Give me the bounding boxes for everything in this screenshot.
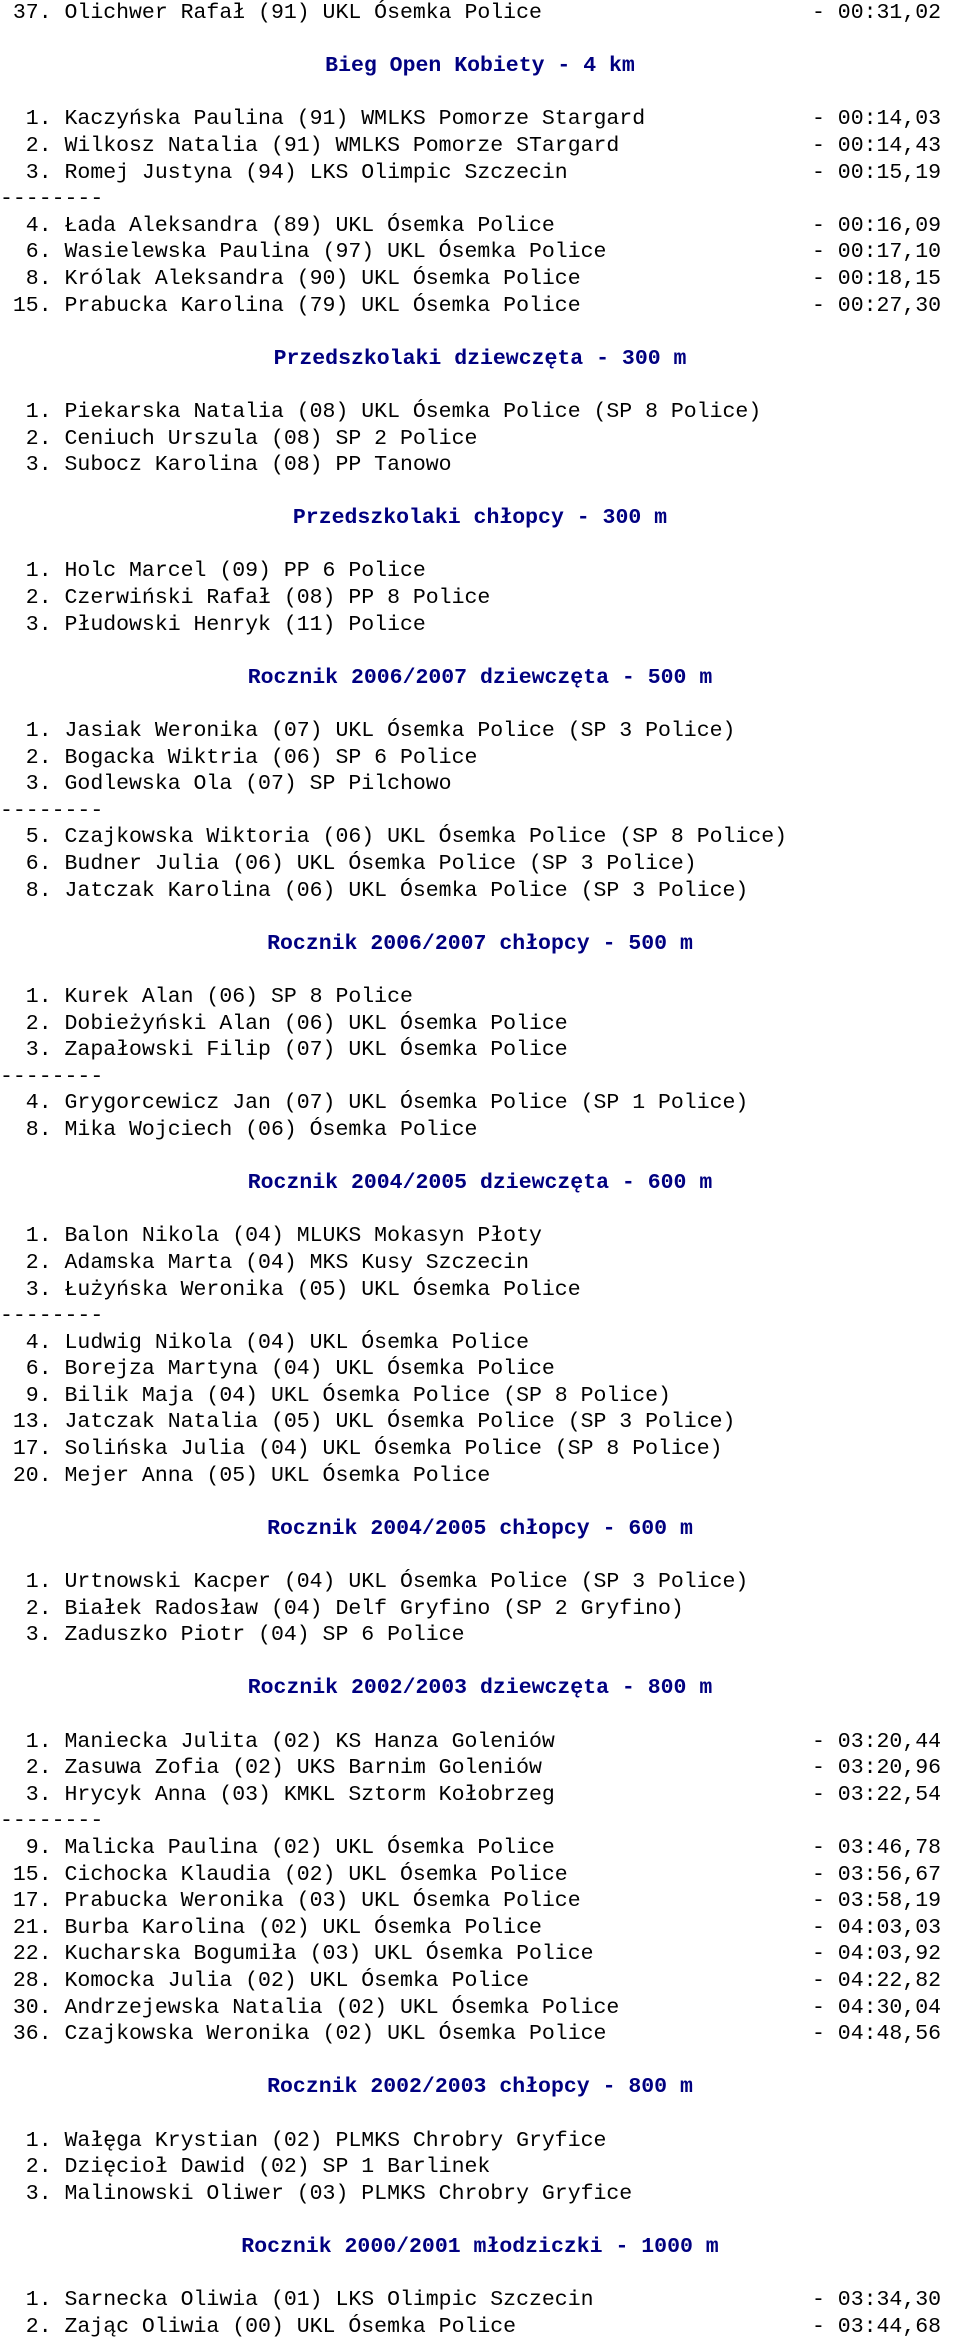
result-entry: 17. Prabucka Weronika (03) UKL Ósemka Police <box>0 1889 581 1914</box>
result-entry: 2. Bogacka Wiktria (06) SP 6 Police <box>0 745 478 770</box>
result-entry: 2. Dobieżyński Alan (06) UKL Ósemka Police <box>0 1011 568 1036</box>
result-row <box>0 718 960 745</box>
result-row <box>0 1011 960 1038</box>
blank-line <box>0 957 960 984</box>
result-time <box>812 1463 960 1490</box>
category-heading: Rocznik 2002/2003 chłopcy - 800 m <box>267 2075 693 2100</box>
result-entry: 1. Sarnecka Oliwia (01) LKS Olimpic Szczecin <box>0 2288 594 2313</box>
result-entry: 1. Piekarska Natalia (08) UKL Ósemka Police (SP 8 Police) <box>0 399 762 424</box>
blank-line <box>0 1197 960 1224</box>
result-time <box>812 718 960 745</box>
result-row <box>0 1596 960 1623</box>
result-time: - 00:31,02 <box>812 1 942 25</box>
result-row <box>0 984 960 1011</box>
blank-line <box>0 691 960 718</box>
result-row <box>0 1037 960 1064</box>
blank-line <box>0 638 960 665</box>
result-entry: 1. Jasiak Weronika (07) UKL Ósemka Police (SP 3 Police) <box>0 719 736 744</box>
result-row <box>0 1729 960 1756</box>
blank-line <box>0 1144 960 1171</box>
result-row <box>0 239 960 266</box>
result-time: - 03:20,44 <box>812 1729 942 1754</box>
result-row <box>0 1383 960 1410</box>
result-row <box>0 1941 960 1968</box>
result-entry: 3. Godlewska Ola (07) SP Pilchowo <box>0 772 452 797</box>
result-time <box>812 1622 960 1649</box>
result-time <box>812 1596 960 1623</box>
result-time: - 04:48,56 <box>812 2022 942 2047</box>
result-time: - 00:15,19 <box>812 160 942 185</box>
result-entry: 1. Balon Nikola (04) MLUKS Mokasyn Płoty <box>0 1224 542 1249</box>
result-entry: 9. Malicka Paulina (02) UKL Ósemka Police <box>0 1835 555 1860</box>
result-time: - 03:34,30 <box>812 2288 942 2313</box>
blank-line <box>0 2101 960 2128</box>
result-time <box>812 2154 960 2181</box>
result-time: - 03:44,68 <box>812 2314 942 2339</box>
result-row <box>0 1090 960 1117</box>
result-row <box>0 426 960 453</box>
result-row <box>0 2287 960 2314</box>
blank-line <box>0 319 960 346</box>
category-heading: Rocznik 2006/2007 chłopcy - 500 m <box>267 931 693 956</box>
result-entry: 1. Kaczyńska Paulina (91) WMLKS Pomorze Stargard <box>0 107 646 132</box>
result-row <box>0 2021 960 2048</box>
result-row <box>0 585 960 612</box>
result-time <box>812 1356 960 1383</box>
result-row <box>0 612 960 639</box>
result-entry: 13. Jatczak Natalia (05) UKL Ósemka Police (SP 3 Police) <box>0 1410 736 1435</box>
result-time: - 04:30,04 <box>812 1995 942 2020</box>
result-time <box>812 1436 960 1463</box>
result-time: - 03:22,54 <box>812 1782 942 1807</box>
blank-line <box>0 2260 960 2287</box>
result-time <box>812 824 960 851</box>
result-time <box>812 984 960 1011</box>
result-entry: 15. Prabucka Karolina (79) UKL Ósemka Police <box>0 293 581 318</box>
result-time <box>812 612 960 639</box>
dashed-separator: -------- <box>0 798 104 823</box>
blank-line <box>0 1702 960 1729</box>
result-row <box>0 1888 960 1915</box>
result-row <box>0 1968 960 1995</box>
result-entry: 8. Królak Aleksandra (90) UKL Ósemka Police <box>0 266 581 291</box>
result-time: - 00:14,03 <box>812 107 942 132</box>
blank-line <box>0 532 960 559</box>
result-time <box>812 1330 960 1357</box>
result-row <box>0 452 960 479</box>
result-time <box>812 1117 960 1144</box>
result-row <box>0 771 960 798</box>
result-time: - 00:17,10 <box>812 240 942 265</box>
blank-line <box>0 1649 960 1676</box>
result-row <box>0 878 960 905</box>
result-entry: 22. Kucharska Bogumiła (03) UKL Ósemka Police <box>0 1942 594 1967</box>
result-entry: 1. Urtnowski Kacper (04) UKL Ósemka Police (SP 3 Police) <box>0 1570 749 1595</box>
dashed-separator: -------- <box>0 1064 104 1089</box>
result-time <box>812 771 960 798</box>
result-row <box>0 1223 960 1250</box>
result-row <box>0 160 960 187</box>
result-entry: 2. Wilkosz Natalia (91) WMLKS Pomorze STargard <box>0 133 620 158</box>
result-entry: 4. Grygorcewicz Jan (07) UKL Ósemka Police (SP 1 Police) <box>0 1091 749 1116</box>
result-time <box>812 426 960 453</box>
result-entry: 3. Romej Justyna (94) LKS Olimpic Szczecin <box>0 160 568 185</box>
category-heading: Rocznik 2002/2003 dziewczęta - 800 m <box>247 1676 713 1701</box>
result-row <box>0 1436 960 1463</box>
result-time: - 00:16,09 <box>812 213 942 238</box>
result-row <box>0 106 960 133</box>
result-entry: 3. Zaduszko Piotr (04) SP 6 Police <box>0 1623 465 1648</box>
result-entry: 3. Łużyńska Weronika (05) UKL Ósemka Police <box>0 1277 581 1302</box>
result-entry: 8. Jatczak Karolina (06) UKL Ósemka Police (SP 3 Police) <box>0 878 749 903</box>
result-time <box>812 2181 960 2208</box>
result-entry: 2. Zasuwa Zofia (02) UKS Barnim Goleniów <box>0 1756 542 1781</box>
result-time: - 04:22,82 <box>812 1968 942 1993</box>
result-time: - 04:03,92 <box>812 1942 942 1967</box>
result-row <box>0 2181 960 2208</box>
result-time: - 03:46,78 <box>812 1835 942 1860</box>
result-time: - 04:03,03 <box>812 1915 942 1940</box>
result-time: - 03:56,67 <box>812 1862 942 1887</box>
category-heading: Rocznik 2004/2005 chłopcy - 600 m <box>267 1516 693 1541</box>
result-row <box>0 133 960 160</box>
result-row <box>0 266 960 293</box>
result-entry: 3. Subocz Karolina (08) PP Tanowo <box>0 453 452 478</box>
blank-line <box>0 80 960 107</box>
blank-line <box>0 2048 960 2075</box>
result-time: - 00:14,43 <box>812 133 942 158</box>
result-time: - 00:18,15 <box>812 266 942 291</box>
result-time <box>812 745 960 772</box>
result-time <box>812 851 960 878</box>
category-heading: Rocznik 2006/2007 dziewczęta - 500 m <box>247 665 713 690</box>
result-time <box>812 1409 960 1436</box>
result-row <box>0 2128 960 2155</box>
result-entry: 1. Wałęga Krystian (02) PLMKS Chrobry Gryfice <box>0 2128 607 2153</box>
result-entry: 3. Płudowski Henryk (11) Police <box>0 612 426 637</box>
result-row <box>0 1995 960 2022</box>
dashed-separator: -------- <box>0 1304 104 1329</box>
result-row <box>0 1277 960 1304</box>
result-entry: 6. Wasielewska Paulina (97) UKL Ósemka Police <box>0 240 607 265</box>
result-row <box>0 1862 960 1889</box>
result-row <box>0 1117 960 1144</box>
category-heading: Przedszkolaki chłopcy - 300 m <box>292 506 668 531</box>
result-entry: 6. Borejza Martyna (04) UKL Ósemka Police <box>0 1357 555 1382</box>
result-entry: 30. Andrzejewska Natalia (02) UKL Ósemka Police <box>0 1995 620 2020</box>
result-time <box>812 1569 960 1596</box>
result-time <box>812 878 960 905</box>
result-row <box>0 558 960 585</box>
blank-line <box>0 1542 960 1569</box>
category-heading: Rocznik 2004/2005 dziewczęta - 600 m <box>247 1171 713 1196</box>
result-row <box>0 399 960 426</box>
result-time: - 03:58,19 <box>812 1889 942 1914</box>
result-row <box>0 745 960 772</box>
result-entry: 2. Adamska Marta (04) MKS Kusy Szczecin <box>0 1250 529 1275</box>
result-row <box>0 1915 960 1942</box>
result-entry: 20. Mejer Anna (05) UKL Ósemka Police <box>0 1463 491 1488</box>
result-time: - 00:27,30 <box>812 293 942 318</box>
result-row <box>0 2314 960 2341</box>
result-row <box>0 2154 960 2181</box>
result-entry: 4. Łada Aleksandra (89) UKL Ósemka Police <box>0 213 555 238</box>
result-time <box>812 1250 960 1277</box>
result-entry: 15. Cichocka Klaudia (02) UKL Ósemka Police <box>0 1862 568 1887</box>
result-row <box>0 1755 960 1782</box>
result-time <box>812 1383 960 1410</box>
result-entry: 36. Czajkowska Weronika (02) UKL Ósemka Police <box>0 2022 607 2047</box>
result-row <box>0 1622 960 1649</box>
result-row <box>0 1409 960 1436</box>
result-entry: 1. Kurek Alan (06) SP 8 Police <box>0 984 413 1009</box>
blank-line <box>0 904 960 931</box>
result-row <box>0 293 960 320</box>
result-entry: 2. Dzięcioł Dawid (02) SP 1 Barlinek <box>0 2155 491 2180</box>
blank-line <box>0 27 960 54</box>
result-entry: 4. Ludwig Nikola (04) UKL Ósemka Police <box>0 1330 529 1355</box>
result-time <box>812 558 960 585</box>
category-heading: Rocznik 2000/2001 młodziczki - 1000 m <box>241 2234 719 2259</box>
result-entry: 28. Komocka Julia (02) UKL Ósemka Police <box>0 1968 529 1993</box>
result-row <box>0 1250 960 1277</box>
result-row <box>0 1356 960 1383</box>
result-time <box>812 1090 960 1117</box>
result-row <box>0 824 960 851</box>
result-row <box>0 851 960 878</box>
category-heading: Przedszkolaki dziewczęta - 300 m <box>273 346 687 371</box>
result-entry: 1. Holc Marcel (09) PP 6 Police <box>0 559 426 584</box>
result-time <box>812 399 960 426</box>
result-time <box>812 1011 960 1038</box>
result-row <box>0 0 960 27</box>
result-time <box>812 1277 960 1304</box>
blank-line <box>0 372 960 399</box>
blank-line <box>0 2207 960 2234</box>
result-entry: 3. Malinowski Oliwer (03) PLMKS Chrobry Gryfice <box>0 2181 633 2206</box>
result-entry: 1. Maniecka Julita (02) KS Hanza Goleniów <box>0 1729 555 1754</box>
blank-line <box>0 1489 960 1516</box>
result-time <box>812 2128 960 2155</box>
result-time: - 03:20,96 <box>812 1756 942 1781</box>
dashed-separator: -------- <box>0 1809 104 1834</box>
result-row <box>0 1782 960 1809</box>
result-entry: 6. Budner Julia (06) UKL Ósemka Police (SP 3 Police) <box>0 852 697 876</box>
result-entry: 2. Białek Radosław (04) Delf Gryfino (SP 2 Gryfino) <box>0 1596 684 1621</box>
result-entry: 5. Czajkowska Wiktoria (06) UKL Ósemka Police (SP 8 Police) <box>0 825 788 850</box>
result-entry: 37. Olichwer Rafał (91) UKL Ósemka Police <box>0 1 542 25</box>
result-row <box>0 1835 960 1862</box>
result-time <box>812 1223 960 1250</box>
result-entry: 17. Solińska Julia (04) UKL Ósemka Police (SP 8 Police) <box>0 1437 723 1462</box>
blank-line <box>0 479 960 506</box>
result-row <box>0 1330 960 1357</box>
result-entry: 9. Bilik Maja (04) UKL Ósemka Police (SP 8 Police) <box>0 1383 671 1408</box>
dashed-separator: -------- <box>0 187 104 212</box>
result-time <box>812 585 960 612</box>
category-heading: Bieg Open Kobiety - 4 km <box>325 54 635 79</box>
result-entry: 2. Zając Oliwia (00) UKL Ósemka Police <box>0 2314 517 2339</box>
result-row <box>0 1463 960 1490</box>
result-entry: 3. Hrycyk Anna (03) KMKL Sztorm Kołobrzeg <box>0 1782 555 1807</box>
result-row <box>0 213 960 240</box>
result-entry: 3. Zapałowski Filip (07) UKL Ósemka Police <box>0 1038 568 1063</box>
result-entry: 2. Ceniuch Urszula (08) SP 2 Police <box>0 426 478 451</box>
result-entry: 8. Mika Wojciech (06) Ósemka Police <box>0 1117 478 1142</box>
result-row <box>0 1569 960 1596</box>
result-entry: 21. Burba Karolina (02) UKL Ósemka Police <box>0 1915 542 1940</box>
result-time <box>812 1037 960 1064</box>
result-entry: 2. Czerwiński Rafał (08) PP 8 Police <box>0 586 491 611</box>
result-time <box>812 452 960 479</box>
